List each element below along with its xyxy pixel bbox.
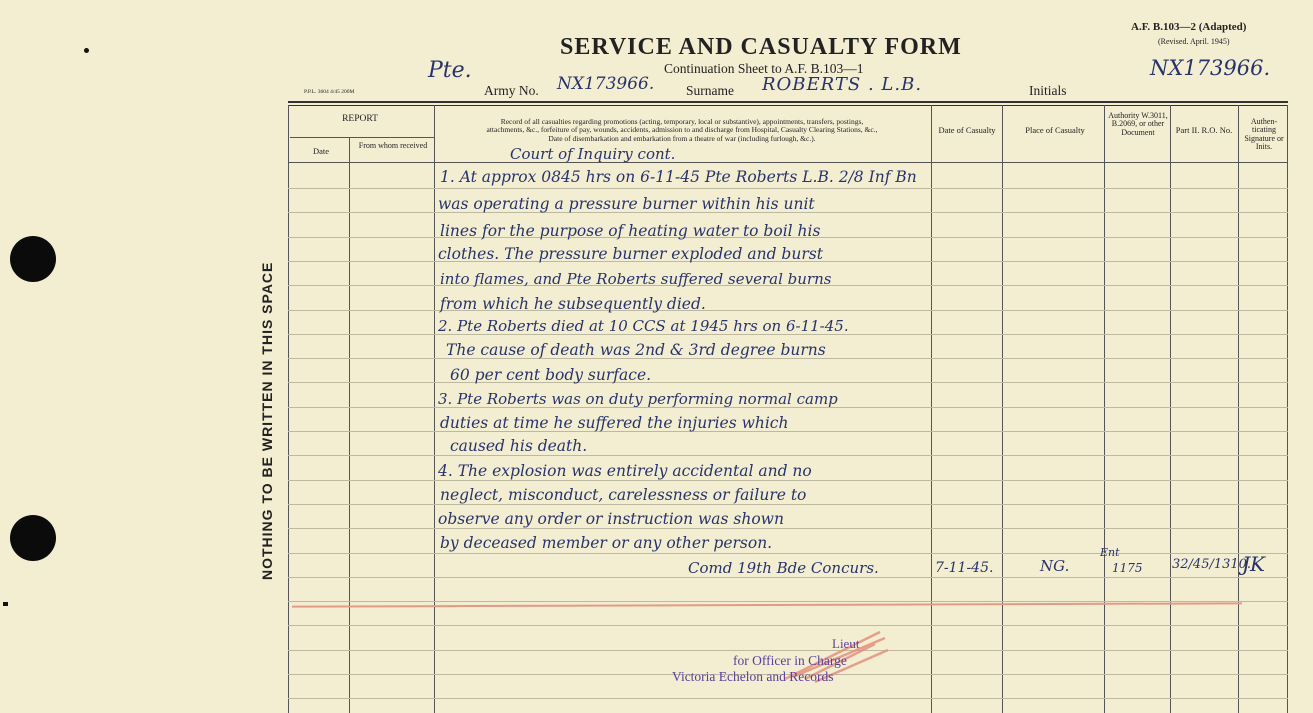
- header-rule-2: [288, 105, 1288, 106]
- col-line: [1002, 105, 1003, 713]
- col-authority: Authority W.3011, B.2069, or other Document: [1108, 111, 1168, 137]
- entry-line: lines for the purpose of heating water to boil his: [440, 222, 821, 240]
- entry-line: 1. At approx 0845 hrs on 6-11-45 Pte Roberts L.B. 2/8 Inf Bn: [440, 168, 917, 186]
- rank-handwritten: Pte.: [428, 58, 472, 83]
- ruled-line: [288, 698, 1288, 699]
- ruled-line: [288, 455, 1288, 456]
- col-record: Record of all casualties regarding promotions (acting, temporary, local or substantive), appointments, transfers, postings, attachments, &c., forfeiture of pay, wounds, accidents, admission to and discharge from Hospital, Casualty Clearing Stations, &c., Date of disembarkation and embarkation from a theatre of war (including furlough, &c.).: [486, 117, 878, 143]
- col-place-casualty: Place of Casualty: [1025, 125, 1085, 135]
- entry-line: 3. Pte Roberts was on duty performing normal camp: [438, 390, 838, 408]
- entry-line: from which he subsequently died.: [440, 295, 706, 313]
- col-date: Date: [312, 146, 330, 156]
- col-line: [349, 138, 350, 713]
- printer-code: P.P.L. 3604 4/45 200M: [304, 89, 355, 95]
- part-ii-value: 32/45/1310.: [1172, 557, 1252, 572]
- form-revision: (Revised. April. 1945): [1158, 37, 1230, 46]
- surname-value: ROBERTS . L.B.: [762, 74, 923, 95]
- entry-line: by deceased member or any other person.: [440, 534, 773, 552]
- side-warning-text: NOTHING TO BE WRITTEN IN THIS SPACE: [259, 261, 275, 580]
- ruled-line: [288, 577, 1288, 578]
- col-line: [1287, 105, 1288, 713]
- ruled-line: [288, 310, 1288, 311]
- col-line: [1238, 105, 1239, 713]
- entry-line: caused his death.: [450, 437, 588, 455]
- form-subtitle: Continuation Sheet to A.F. B.103—1: [664, 61, 864, 76]
- ruled-line: [288, 528, 1288, 529]
- ruled-line: [288, 188, 1288, 189]
- army-no-value: NX173966.: [557, 74, 655, 94]
- authority-value: 1175: [1112, 561, 1143, 575]
- ruled-line: [288, 553, 1288, 554]
- margin-mark: [3, 602, 8, 606]
- place-of-casualty-value: NG.: [1040, 557, 1070, 575]
- army-no-label: Army No.: [484, 83, 539, 98]
- header-bottom-rule: [288, 162, 1288, 163]
- entry-line: 4. The explosion was entirely accidental and no: [438, 462, 812, 480]
- header-rule: [288, 101, 1288, 103]
- authority-ent: Ent: [1100, 546, 1120, 559]
- entry-line: was operating a pressure burner within his unit: [438, 195, 815, 213]
- report-divider: [290, 137, 435, 138]
- entry-line: into flames, and Pte Roberts suffered several burns: [440, 270, 832, 288]
- entry-line: observe any order or instruction was shown: [438, 510, 784, 528]
- entry-line: duties at time he suffered the injuries which: [440, 414, 789, 432]
- stamp-line-1: for Officer in Charge: [733, 653, 847, 668]
- stamp-line-2: Victoria Echelon and Records: [672, 669, 834, 684]
- col-date-casualty: Date of Casualty: [938, 125, 996, 135]
- form-title: SERVICE AND CASUALTY FORM: [560, 34, 962, 60]
- col-report: REPORT: [342, 114, 378, 124]
- stamp-rank: Lieut: [832, 636, 860, 651]
- entry-line: 60 per cent body surface.: [450, 366, 652, 384]
- entry-line: Court of Inquiry cont.: [510, 145, 676, 163]
- entry-line: 2. Pte Roberts died at 10 CCS at 1945 hrs on 6-11-45.: [438, 317, 849, 335]
- ruled-line: [288, 382, 1288, 383]
- col-line: [288, 105, 289, 713]
- entry-line: The cause of death was 2nd & 3rd degree burns: [446, 341, 826, 359]
- initials-label: Initials: [1029, 83, 1067, 98]
- col-line: [1104, 105, 1105, 713]
- margin-mark: [84, 48, 89, 53]
- punch-hole-top: [10, 236, 56, 282]
- col-part-ii: Part II. R.O. No.: [1175, 125, 1233, 135]
- entry-line: clothes. The pressure burner exploded and burst: [438, 245, 823, 263]
- col-line: [1170, 105, 1171, 713]
- punch-hole-bottom: [10, 515, 56, 561]
- form-reference: A.F. B.103—2 (Adapted): [1131, 21, 1247, 33]
- col-line: [931, 105, 932, 713]
- authenticating-initials: JK: [1242, 552, 1265, 576]
- ruled-line: [288, 504, 1288, 505]
- col-line: [434, 105, 435, 713]
- entry-line: neglect, misconduct, carelessness or failure to: [440, 486, 807, 504]
- surname-label: Surname: [686, 83, 734, 98]
- date-of-casualty-value: 7-11-45.: [935, 560, 994, 576]
- entry-line: Comd 19th Bde Concurs.: [688, 559, 879, 577]
- corner-army-number: NX173966.: [1150, 56, 1271, 80]
- col-from-whom: From whom received: [358, 141, 428, 150]
- ruled-line: [288, 480, 1288, 481]
- col-authenticating: Authen- ticating Signature or Inits.: [1244, 117, 1284, 152]
